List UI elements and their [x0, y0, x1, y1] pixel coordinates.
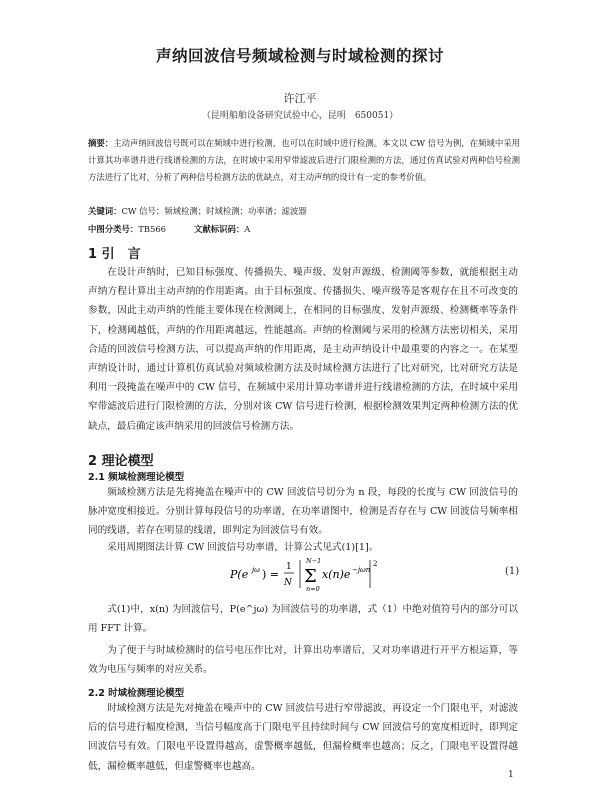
abstract-label: 摘要：	[88, 138, 114, 148]
classification-line	[88, 223, 520, 235]
svg-text:2: 2	[373, 560, 378, 568]
svg-text:P(e: P(e	[230, 568, 249, 581]
abstract	[88, 135, 520, 186]
keywords-label: 关键词：	[88, 206, 122, 216]
page-number: 1	[508, 770, 514, 780]
section-2-2-heading: 2.2 时域检测理论模型	[88, 688, 185, 699]
author-name: 许江平	[283, 92, 317, 105]
svg-text:n=0: n=0	[306, 585, 320, 593]
section-1-paragraph: 在设计声纳时，已知目标强度、传播损失、噪声级、发射声源级、检测阈等参数，就能根据主动声纳方程计算出主动声纳的作用距离。由于目标强度、传播损失、噪声级等是客观存在且不可改变的参数，因此主动声纳的性能主要体现在检测阈上，在相同的目标强度、发射声源级、检测概率等条件下，检测阈越低，声纳的作用距离越远，性能越高。声纳的检测阈与采用的检测方法密切相关，采用合适的回波信号检测方法，可以提高声纳的作用距离，是主动声纳设计中最重要的内容之一。在某型声纳设计时，通过计算机仿真试验对频域检测方法及时域检测方法进行了比对研究，比对研究方法是利用一段掩盖在噪声中的 CW 信号，在频域中采用计算功率谱并进行线谱检测的方法，在时域中采用窄带滤波后进行门限检测的方法，分别对该 CW 信号进行检测，根据检测效果判定两种检测方法的优缺点，最后确定该声纳采用的回波信号检测方法。	[88, 267, 518, 432]
section-2-1-paragraph-4: 为了便于与时域检测时的信号电压作比对，计算出功率谱后，又对功率谱进行开平方根运算，等效为电压与频率的对应关系。	[88, 645, 518, 676]
abstract-text: 主动声纳回波信号既可以在频域中进行检测，也可以在时域中进行检测。本文以 CW 信号为例，在频域中采用计算其功率谱并进行线谱检测的方法，在时域中采用窄带滤波后进行门限检测的方法，通过仿真试验对两种信号检测方法进行了比对，分析了两种信号检测方法的优缺点，对主动声纳的设计有一定的参考价值。	[88, 138, 520, 182]
section-2-2-paragraph: 时域检测方法是先对掩盖在噪声中的 CW 回波信号进行窄带滤波，再设定一个门限电平，对滤波后的信号进行幅度检测，当信号幅度高于门限电平且持续时间与 CW 回波信号的宽度相近时，即判定回波信号有效。门限电平设置得越高，虚警概率越低，但漏检概率也越高；反之，门限电平设置得越低，漏检概率越低，但虚警概率也越高。	[88, 703, 518, 772]
author-affiliation: （昆明船舶设备研究试验中心，昆明 650051）	[201, 111, 399, 121]
svg-text:N: N	[284, 578, 292, 588]
svg-text:) =: ) =	[262, 568, 280, 581]
section-2-heading: 2 理论模型	[88, 454, 154, 469]
section-2-1-paragraph-1: 频域检测方法是先将掩盖在噪声中的 CW 回波信号切分为 n 段，每段的长度与 CW 回波信号的脉冲宽度相接近。分别计算每段信号的功率谱，在功率谱图中，检测是否存在与 CW 回波信号频率相同的线谱，若存在明显的线谱，即判定为回波信号有效。	[88, 487, 518, 537]
doc-code-label: 文献标识码：	[193, 224, 245, 234]
svg-text:−jωn: −jωn	[352, 566, 371, 574]
svg-text:N−1: N−1	[306, 557, 322, 565]
section-2-1-paragraph-2: 采用周期图法计算 CW 回波信号功率谱，计算公式见式(1)[1]。	[107, 542, 379, 553]
periodogram-formula	[230, 552, 530, 594]
svg-text:Σ: Σ	[304, 566, 317, 587]
equation-number: (1)	[505, 566, 520, 577]
section-1-heading: 1 引 言	[88, 247, 141, 262]
svg-text:x(n)e: x(n)e	[322, 568, 351, 581]
clc-label: 中图分类号：	[88, 224, 139, 234]
section-2-1-paragraph-3: 式(1)中，x(n) 为回波信号，P(e^jω) 为回波信号的功率谱，式（1）中绝对值符号内的部分可以用 FFT 计算。	[88, 604, 518, 635]
keywords	[88, 205, 520, 217]
clc-value: TB566	[138, 224, 166, 234]
section-2-1-heading: 2.1 频域检测理论模型	[88, 472, 185, 483]
keywords-text: CW 信号；频域检测；时域检测；功率谱；滤波器	[121, 206, 307, 216]
svg-text:jω: jω	[252, 566, 260, 574]
svg-text:1: 1	[286, 562, 292, 572]
paper-title: 声纳回波信号频域检测与时域检测的探讨	[155, 47, 444, 65]
doc-code-value: A	[244, 224, 251, 234]
